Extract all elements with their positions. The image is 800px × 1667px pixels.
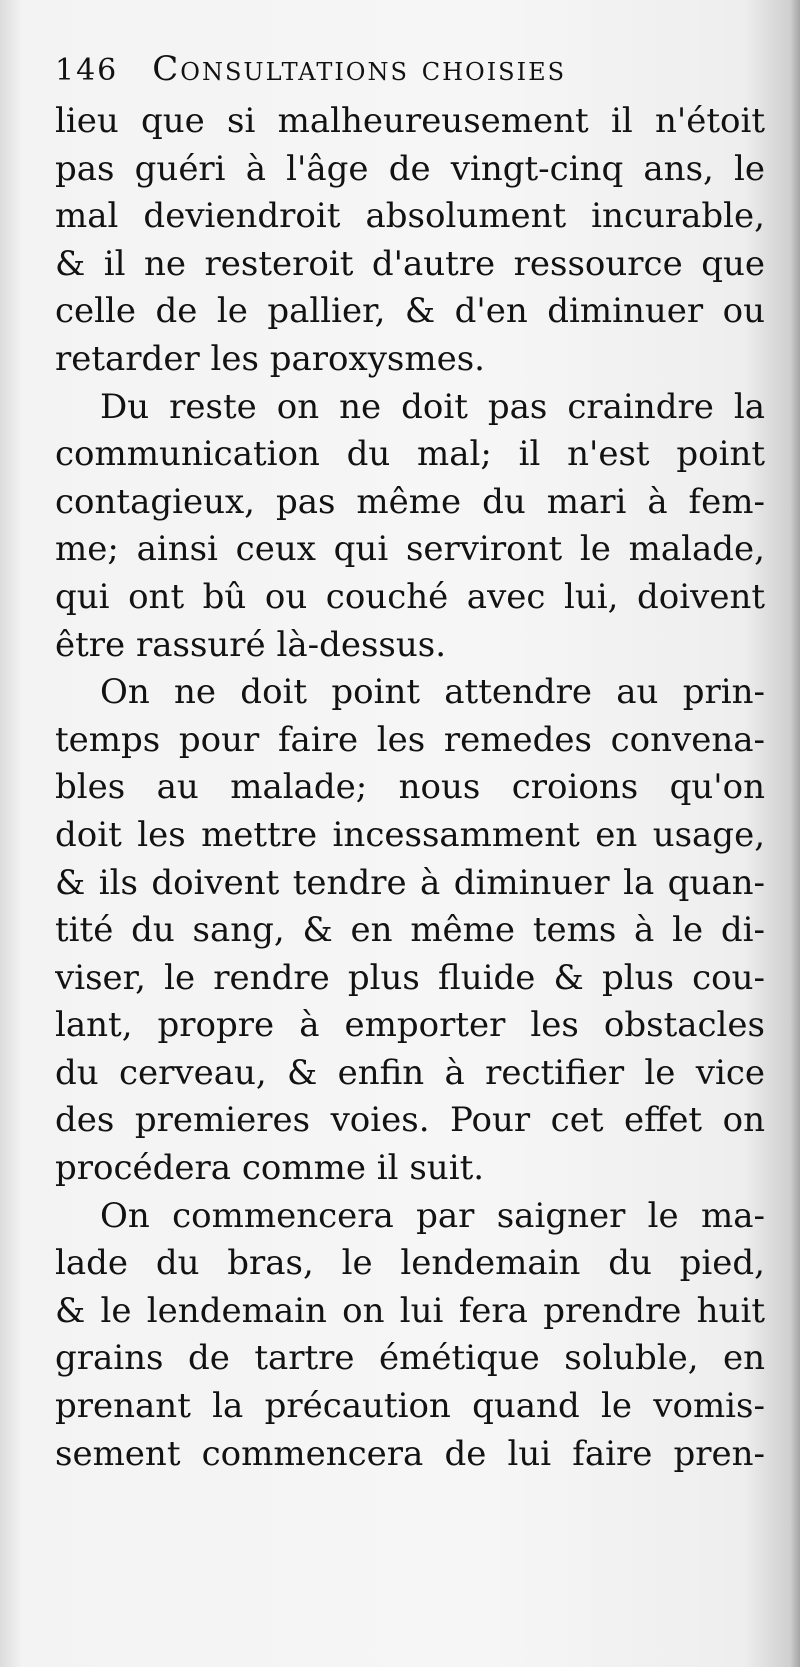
- text-line: me; ainsi ceux qui serviront le malade,: [55, 529, 765, 570]
- text-line: & il ne resteroit d'autre ressource que: [55, 243, 765, 284]
- paragraph: [55, 384, 765, 670]
- text-line: pas guéri à l'âge de vingt-cinq ans, le: [55, 148, 765, 189]
- text-line: du cerveau, & enfin à rectifier le vice: [55, 1052, 765, 1093]
- paragraph: [55, 98, 765, 384]
- text-line: On ne doit point attendre au prin-: [100, 672, 765, 713]
- text-line: temps pour faire les remedes convena-: [55, 719, 765, 760]
- text-line: viser, le rendre plus fluide & plus cou-: [55, 957, 765, 998]
- text-line: des premieres voies. Pour cet effet on: [55, 1100, 765, 1141]
- text-line: bles au malade; nous croions qu'on: [55, 767, 765, 808]
- text-line: sement commencera de lui faire pren-: [55, 1433, 765, 1474]
- text-line: Du reste on ne doit pas craindre la: [100, 386, 765, 427]
- running-title: Consultations choisies: [152, 49, 567, 89]
- page-number: 146: [55, 53, 119, 88]
- text-line: qui ont bû ou couché avec lui, doivent: [55, 576, 765, 617]
- text-line: communication du mal; il n'est point: [55, 434, 765, 475]
- paragraph: [55, 1193, 765, 1479]
- page-edge-shadow: [790, 0, 800, 1667]
- paragraph: [55, 669, 765, 1193]
- running-head: [55, 40, 765, 98]
- text-line: & le lendemain on lui fera prendre huit: [55, 1290, 765, 1331]
- text-line: lant, propre à emporter les obstacles: [55, 1005, 765, 1046]
- text-block: [55, 40, 765, 1478]
- text-line: retarder les paroxysmes.: [55, 338, 485, 379]
- text-line: grains de tartre émétique soluble, en: [55, 1338, 765, 1379]
- text-line: & ils doivent tendre à diminuer la quan-: [55, 862, 765, 903]
- text-line: prenant la précaution quand le vomis-: [55, 1386, 765, 1427]
- text-line: contagieux, pas même du mari à fem-: [55, 481, 765, 522]
- text-line: lieu que si malheureusement il n'étoit: [55, 101, 765, 141]
- text-line: lade du bras, le lendemain du pied,: [55, 1243, 765, 1284]
- text-line: On commencera par saigner le ma-: [100, 1195, 765, 1236]
- text-line: celle de le pallier, & d'en diminuer ou: [55, 291, 765, 332]
- text-line: tité du sang, & en même tems à le di-: [55, 910, 765, 951]
- text-line: mal deviendroit absolument incurable,: [55, 196, 765, 237]
- text-line: procédera comme il suit.: [55, 1148, 485, 1189]
- body-text: [55, 98, 765, 1478]
- text-line: doit les mettre incessamment en usage,: [55, 814, 765, 855]
- text-line: être rassuré là-dessus.: [55, 624, 447, 665]
